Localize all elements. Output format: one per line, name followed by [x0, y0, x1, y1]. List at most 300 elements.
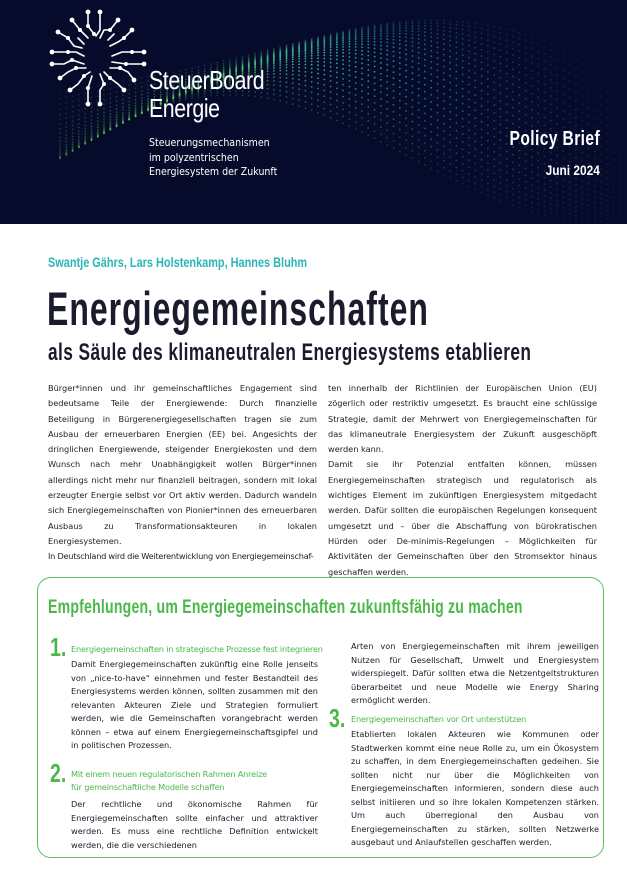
- wave-particle: [613, 173, 615, 175]
- wave-particle: [349, 69, 351, 71]
- wave-particle: [556, 82, 558, 84]
- wave-particle: [437, 119, 439, 121]
- wave-particle: [487, 148, 489, 150]
- wave-particle: [412, 136, 414, 138]
- wave-particle: [418, 20, 420, 22]
- wave-particle: [254, 54, 256, 56]
- wave-particle: [563, 118, 565, 120]
- wave-particle: [367, 41, 369, 43]
- wave-particle: [292, 87, 294, 89]
- wave-particle: [456, 99, 458, 101]
- page-subtitle: als Säule des klimaneutralen Energiesystems etablieren: [48, 339, 532, 366]
- recommendation-heading-line: Energiegemeinschaften in strategische Prozesse fest integrieren: [71, 644, 323, 654]
- wave-particle: [412, 85, 414, 87]
- wave-particle: [443, 123, 445, 125]
- recommendations-title: Empfehlungen, um Energiegemeinschaften zukunftsfähig zu machen: [48, 597, 523, 618]
- wave-particle: [267, 93, 269, 95]
- wave-particle: [500, 147, 502, 149]
- wave-particle: [336, 67, 338, 69]
- wave-particle: [474, 72, 476, 74]
- wave-particle: [405, 132, 407, 134]
- wave-particle: [412, 30, 414, 32]
- wave-particle: [481, 152, 483, 154]
- wave-particle: [367, 106, 369, 108]
- wave-particle: [493, 89, 495, 91]
- wave-particle: [235, 60, 237, 62]
- wave-particle: [430, 101, 432, 103]
- wave-particle: [430, 80, 432, 82]
- wave-particle: [563, 94, 565, 96]
- wave-particle: [317, 112, 319, 114]
- wave-particle: [456, 107, 458, 109]
- wave-particle: [286, 59, 288, 61]
- wave-particle: [323, 101, 325, 103]
- wave-particle: [613, 218, 615, 220]
- wave-particle: [575, 52, 577, 54]
- wave-particle: [311, 64, 313, 66]
- wave-particle: [474, 189, 476, 191]
- wave-particle: [349, 80, 351, 82]
- wave-particle: [273, 70, 275, 72]
- wave-particle: [550, 79, 552, 81]
- wave-particle: [512, 42, 514, 44]
- wave-particle: [380, 134, 382, 136]
- wave-particle: [537, 89, 539, 91]
- wave-particle: [317, 46, 319, 48]
- wave-particle: [386, 81, 388, 83]
- wave-particle: [443, 130, 445, 132]
- wave-particle: [418, 68, 420, 70]
- wave-particle: [506, 28, 508, 30]
- wave-particle: [430, 50, 432, 52]
- wave-particle: [619, 123, 621, 125]
- wave-particle: [481, 136, 483, 138]
- recommendation-number: 2.: [50, 758, 67, 788]
- wave-particle: [412, 41, 414, 43]
- wave-particle: [512, 68, 514, 70]
- wave-particle: [581, 220, 583, 222]
- wave-particle: [393, 30, 395, 32]
- wave-particle: [594, 185, 596, 187]
- wave-particle: [493, 158, 495, 160]
- wave-particle: [575, 67, 577, 69]
- wave-particle: [474, 141, 476, 143]
- wave-particle: [500, 27, 502, 29]
- wave-particle: [393, 26, 395, 28]
- wave-particle: [550, 49, 552, 51]
- wave-particle: [569, 204, 571, 206]
- wave-particle: [531, 109, 533, 111]
- wave-particle: [443, 66, 445, 68]
- wave-particle: [468, 106, 470, 108]
- wave-particle: [430, 167, 432, 169]
- wave-particle: [525, 74, 527, 76]
- wave-particle: [412, 121, 414, 123]
- wave-particle: [399, 136, 401, 138]
- wave-particle: [531, 62, 533, 64]
- wave-particle: [298, 67, 300, 69]
- wave-particle: [342, 49, 344, 51]
- wave-particle: [292, 103, 294, 105]
- wave-particle: [78, 123, 80, 125]
- wave-particle: [405, 103, 407, 105]
- wave-particle: [487, 51, 489, 53]
- wave-particle: [317, 50, 319, 52]
- wave-particle: [97, 129, 99, 131]
- wave-particle: [393, 77, 395, 79]
- wave-particle: [487, 93, 489, 95]
- wave-particle: [531, 101, 533, 103]
- wave-particle: [506, 59, 508, 61]
- wave-particle: [361, 84, 363, 86]
- wave-particle: [569, 105, 571, 107]
- wave-particle: [405, 40, 407, 42]
- wave-particle: [456, 24, 458, 26]
- wave-particle: [374, 35, 376, 37]
- wave-particle: [59, 146, 61, 148]
- wave-particle: [607, 213, 609, 215]
- wave-particle: [349, 75, 351, 77]
- wave-particle: [317, 93, 319, 95]
- wave-particle: [481, 55, 483, 57]
- wave-particle: [607, 205, 609, 207]
- wave-particle: [456, 52, 458, 54]
- wave-particle: [468, 91, 470, 93]
- wave-particle: [437, 149, 439, 151]
- wave-particle: [305, 75, 307, 77]
- wave-particle: [430, 45, 432, 47]
- wave-particle: [405, 27, 407, 29]
- wave-particle: [449, 35, 451, 37]
- wave-particle: [581, 180, 583, 182]
- wave-particle: [449, 27, 451, 29]
- wave-particle: [367, 59, 369, 61]
- wave-particle: [103, 121, 105, 123]
- wave-particle: [424, 25, 426, 27]
- wave-particle: [418, 154, 420, 156]
- wave-particle: [349, 60, 351, 62]
- wave-particle: [500, 124, 502, 126]
- wave-particle: [613, 197, 615, 199]
- wave-particle: [393, 71, 395, 73]
- wave-particle: [537, 152, 539, 154]
- wave-particle: [97, 117, 99, 119]
- wave-particle: [342, 73, 344, 75]
- wave-particle: [336, 120, 338, 122]
- wave-particle: [292, 78, 294, 80]
- wave-particle: [374, 77, 376, 79]
- wave-particle: [569, 153, 571, 155]
- wave-particle: [437, 76, 439, 78]
- wave-particle: [103, 131, 105, 133]
- wave-particle: [550, 180, 552, 182]
- wave-particle: [323, 69, 325, 71]
- wave-particle: [506, 143, 508, 145]
- wave-particle: [72, 139, 74, 141]
- wave-particle: [588, 155, 590, 157]
- wave-particle: [78, 141, 80, 143]
- wave-particle: [311, 103, 313, 105]
- recommendation-heading-line: Mit einem neuen regulatorischen Rahmen Anreize: [71, 769, 268, 779]
- wave-particle: [292, 74, 294, 76]
- wave-particle: [305, 60, 307, 62]
- wave-particle: [437, 104, 439, 106]
- wave-particle: [531, 201, 533, 203]
- wave-particle: [481, 129, 483, 131]
- wave-particle: [544, 92, 546, 94]
- wave-particle: [65, 146, 67, 148]
- wave-particle: [506, 103, 508, 105]
- wave-particle: [500, 92, 502, 94]
- wave-particle: [474, 110, 476, 112]
- wave-particle: [569, 57, 571, 59]
- wave-particle: [424, 39, 426, 41]
- wave-particle: [330, 62, 332, 64]
- wave-particle: [449, 40, 451, 42]
- wave-particle: [65, 126, 67, 128]
- wave-particle: [342, 68, 344, 70]
- wave-particle: [367, 31, 369, 33]
- wave-particle: [386, 35, 388, 37]
- wave-particle: [59, 114, 61, 116]
- wave-particle: [412, 143, 414, 145]
- wave-particle: [462, 29, 464, 31]
- wave-particle: [525, 67, 527, 69]
- wave-particle: [481, 113, 483, 115]
- wave-particle: [286, 81, 288, 83]
- wave-particle: [122, 112, 124, 114]
- wave-particle: [273, 67, 275, 69]
- wave-particle: [556, 123, 558, 125]
- wave-particle: [72, 129, 74, 131]
- wave-particle: [412, 45, 414, 47]
- wave-particle: [569, 80, 571, 82]
- wave-particle: [59, 123, 61, 125]
- wave-particle: [305, 85, 307, 87]
- wave-particle: [443, 20, 445, 22]
- recommendation-body: Etablierten lokalen Akteuren wie Kommunen oder Stadtwerken kommt eine neue Rolle zu, um ein Ökosystem zu schaffen, in dem Energiegemeinschaften gedeihen. Sie sollten nicht nur über die Möglichkeiten von Energiegemeinschaften informieren, sondern diese auch selbst initiieren und so ihre lokalen Kompetenzen stärken. Um auch überregional den Ausbau von Energiegemeinschaften zu stärken, sollten Netzwerke ausgebaut und Anlaufstellen geschaffen werden.: [351, 729, 599, 847]
- wave-particle: [575, 157, 577, 159]
- wave-particle: [500, 56, 502, 58]
- wave-particle: [544, 189, 546, 191]
- wave-particle: [311, 92, 313, 94]
- wave-particle: [619, 147, 621, 149]
- wave-particle: [418, 22, 420, 24]
- wave-particle: [292, 64, 294, 66]
- wave-particle: [500, 169, 502, 171]
- wave-particle: [412, 22, 414, 24]
- wave-particle: [506, 39, 508, 41]
- wave-particle: [537, 81, 539, 83]
- wave-particle: [594, 196, 596, 198]
- wave-particle: [449, 23, 451, 25]
- wave-particle: [594, 211, 596, 213]
- wave-particle: [550, 212, 552, 214]
- wave-particle: [355, 53, 357, 55]
- wave-particle: [588, 205, 590, 207]
- wave-particle: [468, 35, 470, 37]
- wave-particle: [254, 53, 256, 55]
- wave-particle: [279, 64, 281, 66]
- wave-particle: [336, 77, 338, 79]
- wave-particle: [374, 130, 376, 132]
- wave-particle: [355, 57, 357, 59]
- wave-particle: [380, 112, 382, 114]
- wave-particle: [412, 150, 414, 152]
- wave-particle: [349, 65, 351, 67]
- wave-particle: [600, 203, 602, 205]
- wave-particle: [367, 64, 369, 66]
- wave-particle: [500, 43, 502, 45]
- wave-particle: [456, 152, 458, 154]
- wave-particle: [500, 162, 502, 164]
- wave-particle: [506, 158, 508, 160]
- wave-particle: [323, 61, 325, 63]
- wave-particle: [449, 96, 451, 98]
- wave-particle: [349, 92, 351, 94]
- wave-particle: [305, 55, 307, 57]
- wave-particle: [330, 66, 332, 68]
- wave-particle: [393, 66, 395, 68]
- wave-particle: [59, 128, 61, 130]
- wave-particle: [386, 108, 388, 110]
- wave-particle: [443, 79, 445, 81]
- wave-particle: [393, 39, 395, 41]
- wave-particle: [367, 75, 369, 77]
- wave-particle: [109, 127, 111, 129]
- wave-particle: [575, 201, 577, 203]
- wave-particle: [575, 100, 577, 102]
- wave-particle: [374, 52, 376, 54]
- wave-particle: [65, 112, 67, 114]
- wave-particle: [91, 115, 93, 117]
- wave-particle: [361, 131, 363, 133]
- wave-particle: [563, 179, 565, 181]
- wave-particle: [537, 160, 539, 162]
- wave-particle: [311, 81, 313, 83]
- wave-particle: [518, 165, 520, 167]
- wave-particle: [550, 56, 552, 58]
- wave-particle: [493, 197, 495, 199]
- brand-tagline: [149, 136, 277, 180]
- wave-particle: [380, 62, 382, 64]
- wave-particle: [594, 158, 596, 160]
- wave-particle: [581, 208, 583, 210]
- wave-particle: [600, 130, 602, 132]
- wave-particle: [600, 88, 602, 90]
- wave-particle: [600, 181, 602, 183]
- wave-particle: [342, 59, 344, 61]
- wave-particle: [468, 57, 470, 59]
- wave-particle: [474, 22, 476, 24]
- wave-particle: [317, 82, 319, 84]
- wave-particle: [342, 90, 344, 92]
- wave-particle: [355, 76, 357, 78]
- wave-particle: [399, 39, 401, 41]
- wave-particle: [607, 116, 609, 118]
- wave-particle: [468, 166, 470, 168]
- wave-particle: [399, 21, 401, 23]
- wave-particle: [424, 65, 426, 67]
- wave-particle: [600, 216, 602, 218]
- wave-particle: [474, 31, 476, 33]
- wave-particle: [581, 192, 583, 194]
- wave-particle: [575, 184, 577, 186]
- wave-particle: [518, 185, 520, 187]
- wave-particle: [506, 34, 508, 36]
- wave-particle: [323, 84, 325, 86]
- wave-particle: [474, 47, 476, 49]
- wave-particle: [367, 38, 369, 40]
- wave-particle: [311, 61, 313, 63]
- wave-particle: [97, 134, 99, 136]
- wave-particle: [468, 99, 470, 101]
- wave-particle: [361, 110, 363, 112]
- wave-particle: [330, 55, 332, 57]
- wave-particle: [424, 120, 426, 122]
- wave-particle: [305, 107, 307, 109]
- wave-particle: [235, 62, 237, 64]
- wave-particle: [424, 113, 426, 115]
- wave-particle: [544, 183, 546, 185]
- wave-particle: [537, 180, 539, 182]
- recommendation-heading: [71, 768, 267, 794]
- wave-particle: [437, 63, 439, 65]
- wave-particle: [563, 197, 565, 199]
- wave-particle: [374, 29, 376, 31]
- wave-particle: [613, 215, 615, 217]
- wave-particle: [336, 55, 338, 57]
- wave-particle: [556, 205, 558, 207]
- wave-particle: [405, 25, 407, 27]
- wave-particle: [518, 191, 520, 193]
- wave-particle: [506, 197, 508, 199]
- wave-particle: [462, 60, 464, 62]
- wave-particle: [430, 22, 432, 24]
- wave-particle: [443, 43, 445, 45]
- wave-particle: [468, 114, 470, 116]
- wave-particle: [481, 192, 483, 194]
- intro-paragraph: ten innerhalb der Richtlinien der Europäischen Union (EU) zögerlich oder restriktiv umgesetzt. Es braucht eine schlüssige Strategie, damit der Mehrwert von Energiegemeinschaften für das klimaneutrale Energiesystem der Zukunft ausgeschöpft werden kann.: [328, 383, 597, 455]
- wave-particle: [437, 90, 439, 92]
- wave-particle: [355, 61, 357, 63]
- wave-particle: [374, 83, 376, 85]
- wave-particle: [380, 91, 382, 93]
- wave-particle: [361, 32, 363, 34]
- wave-particle: [594, 76, 596, 78]
- wave-particle: [531, 85, 533, 87]
- wave-particle: [581, 103, 583, 105]
- wave-particle: [474, 176, 476, 178]
- wave-particle: [449, 89, 451, 91]
- wave-particle: [267, 97, 269, 99]
- wave-particle: [556, 155, 558, 157]
- wave-particle: [481, 83, 483, 85]
- wave-particle: [518, 87, 520, 89]
- wave-particle: [65, 122, 67, 124]
- wave-particle: [525, 46, 527, 48]
- wave-particle: [267, 70, 269, 72]
- wave-particle: [594, 85, 596, 87]
- wave-particle: [386, 88, 388, 90]
- wave-particle: [317, 68, 319, 70]
- wave-particle: [556, 194, 558, 196]
- wave-particle: [361, 58, 363, 60]
- wave-particle: [588, 214, 590, 216]
- wave-particle: [317, 88, 319, 90]
- wave-particle: [122, 121, 124, 123]
- wave-particle: [342, 63, 344, 65]
